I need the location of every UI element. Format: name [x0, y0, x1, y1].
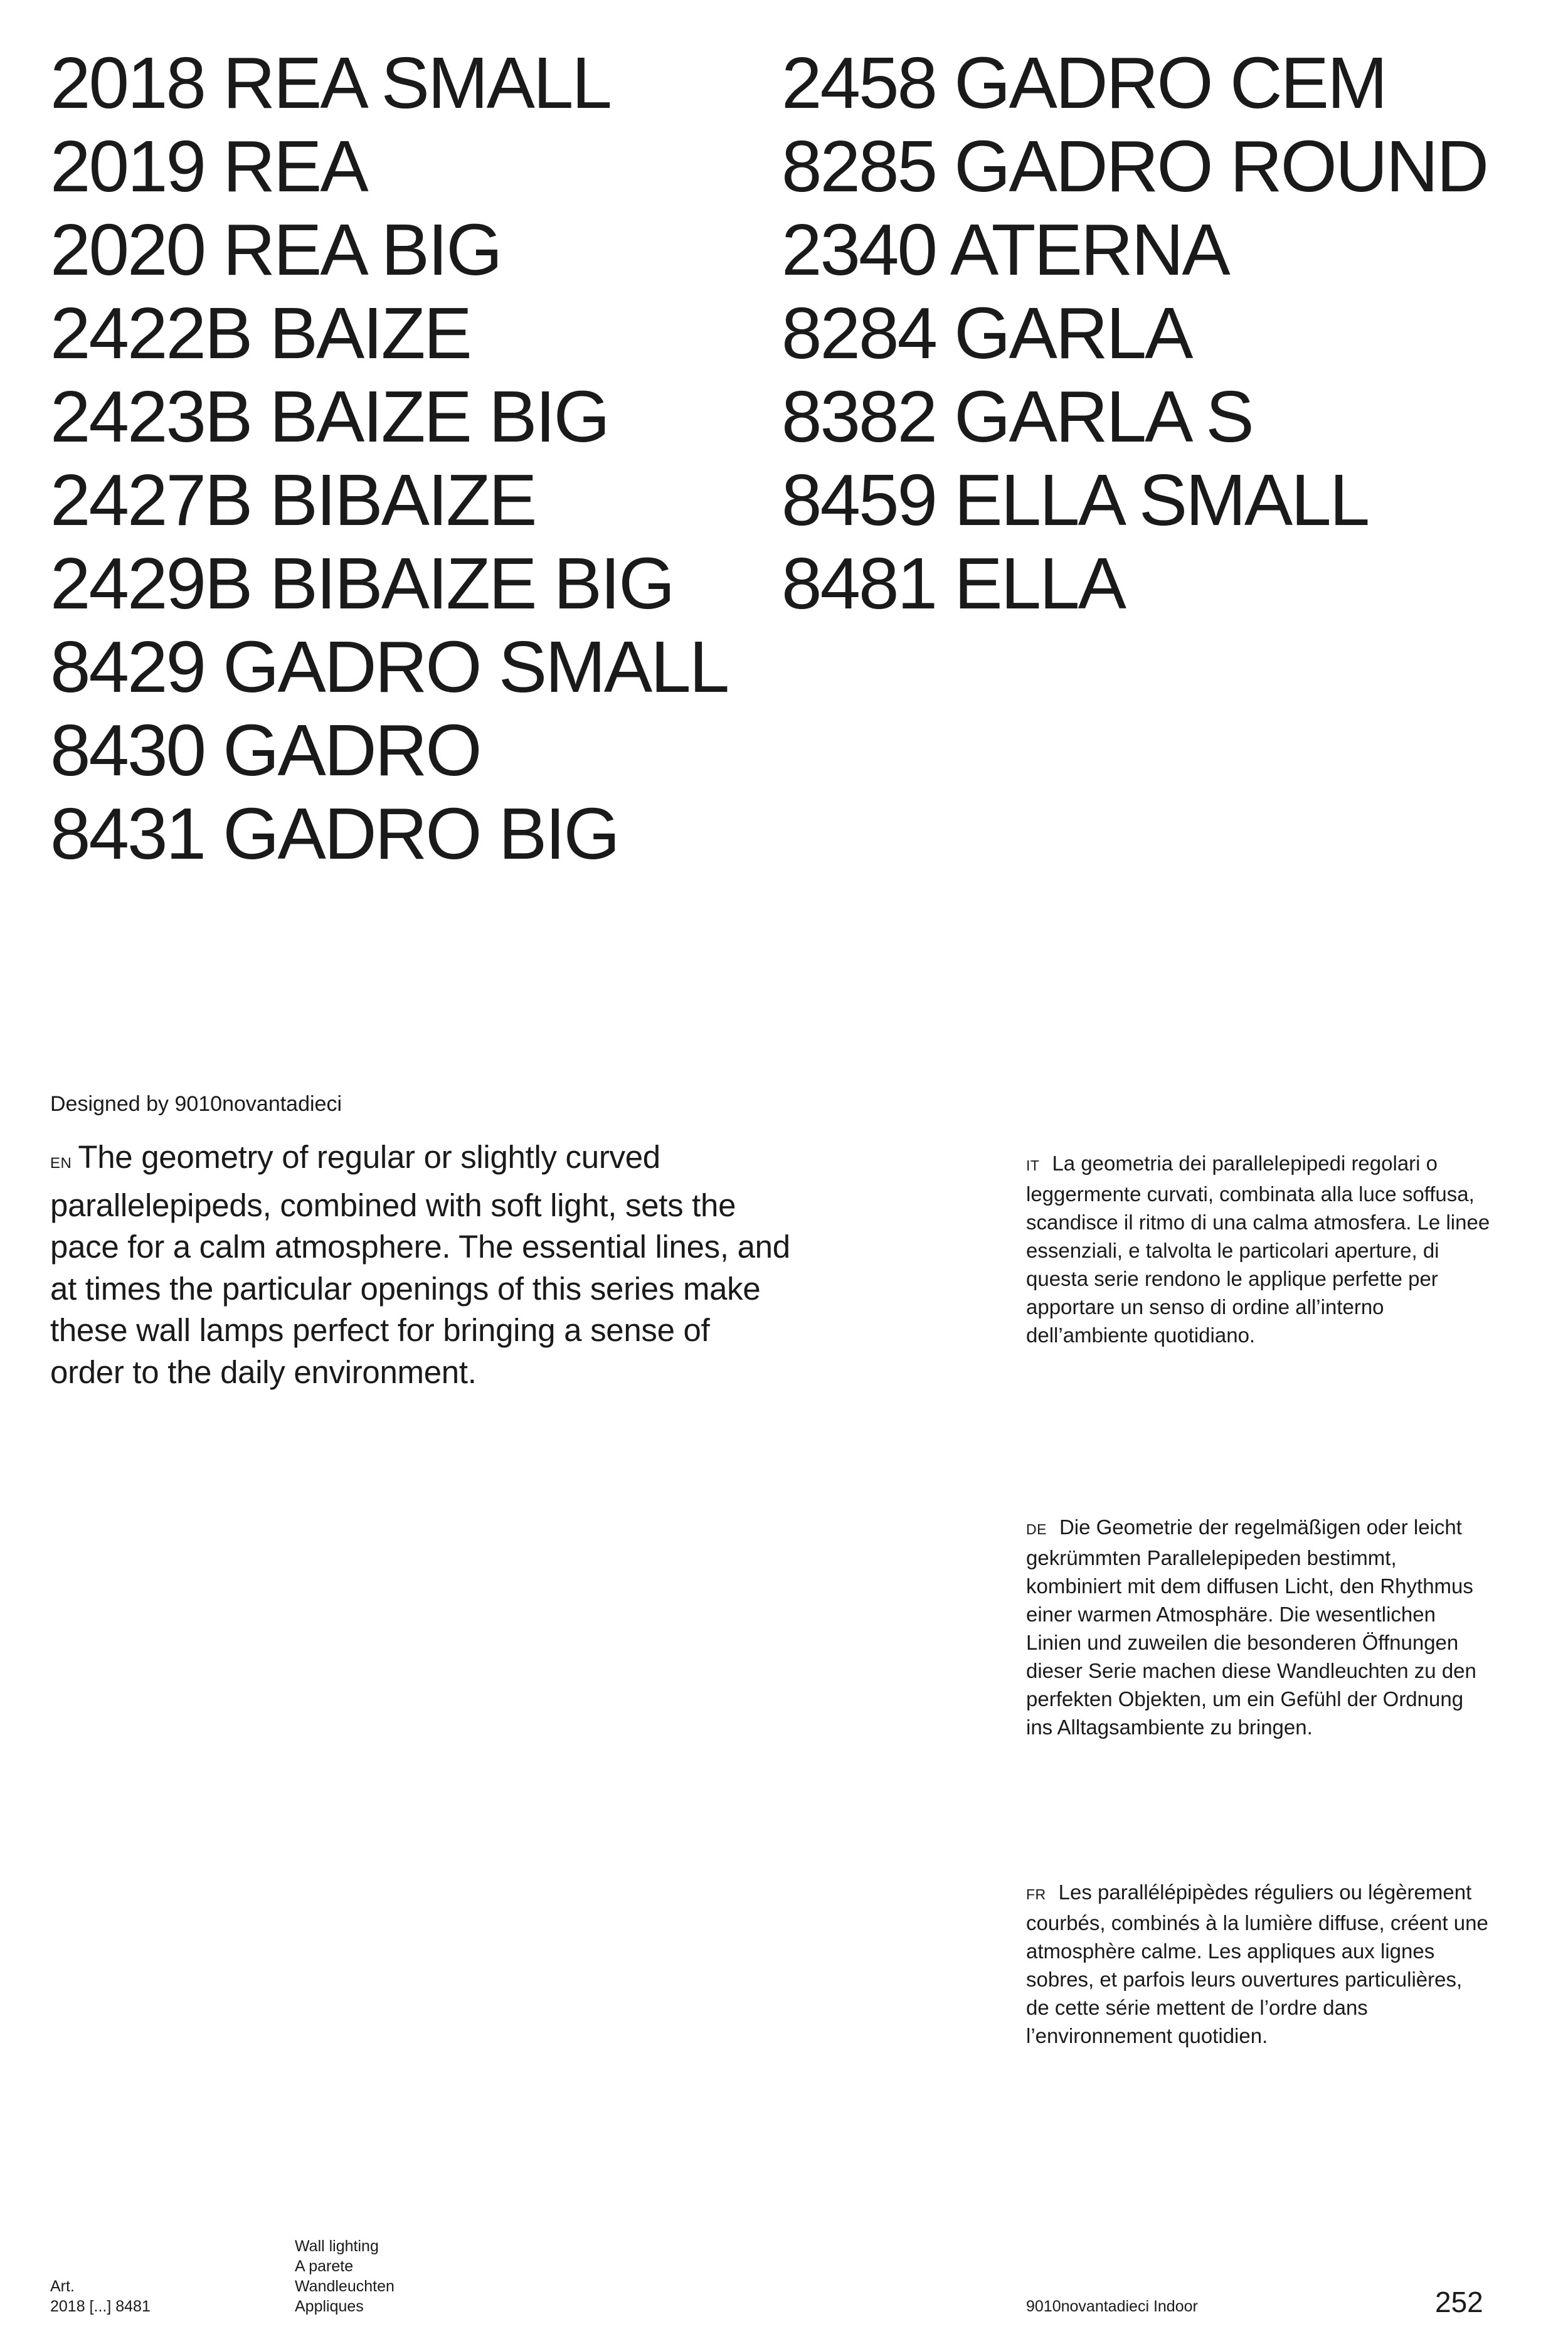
product-title: 2020 REA BIG [50, 209, 501, 290]
description-de-text: Die Geometrie der regelmäßigen oder leicht gekrümmten Parallelepipeden bestimmt, kombiniert mit dem diffusen Licht, den Rhythmus einer warmen Atmosphäre. Die wesentlichen Linien und zuweilen die besonderen Öffnungen dieser Serie machen diese Wandleuchten zu den perfekten Objekten, um ein Gefühl der Ordnung ins Alltagsambiente zu bringen. [1026, 1515, 1476, 1739]
product-title: 2429B BIBAIZE BIG [50, 543, 674, 624]
product-title: 2427B BIBAIZE [50, 459, 536, 541]
product-title: 2423B BAIZE BIG [50, 376, 608, 457]
designer-credit: Designed by 9010novantadieci [50, 1092, 342, 1116]
footer-category [295, 2236, 395, 2316]
product-title: 8431 GADRO BIG [50, 793, 618, 874]
description-it-text: La geometria dei parallelepipedi regolari o leggermente curvati, combinata alla luce soffusa, scandisce il ritmo di una calma atmosfera. Le linee essenziali, e talvolta le particolari aperture, di questa serie rendono le applique perfette per apportare un senso di ordine all’interno dell’ambiente quotidiano. [1026, 1152, 1490, 1347]
product-title: 2340 ATERNA [781, 209, 1229, 290]
footer-art-range: 2018 [...] 8481 [50, 2298, 151, 2315]
description-de [1026, 1513, 1490, 1741]
product-title: 2018 REA SMALL [50, 42, 611, 124]
product-title: 8481 ELLA [781, 543, 1125, 624]
product-title: 8430 GADRO [50, 709, 480, 791]
description-it [1026, 1149, 1490, 1349]
product-title: 8429 GADRO SMALL [50, 626, 728, 708]
footer-category-line: Appliques [295, 2298, 364, 2315]
product-list-right [781, 41, 1534, 625]
language-tag-it: IT [1026, 1157, 1040, 1174]
product-title: 8285 GADRO ROUND [781, 125, 1488, 207]
language-tag-de: DE [1026, 1521, 1047, 1537]
product-title: 8459 ELLA SMALL [781, 459, 1369, 541]
description-fr [1026, 1878, 1490, 2050]
product-title: 2458 GADRO CEM [781, 42, 1386, 124]
product-title: 2019 REA [50, 125, 367, 207]
product-title: 2422B BAIZE [50, 292, 470, 374]
footer-collection: 9010novantadieci Indoor [1026, 2298, 1198, 2315]
language-tag-en: EN [50, 1155, 72, 1172]
footer-category-line: A parete [295, 2257, 354, 2275]
footer-category-line: Wall lighting [295, 2237, 379, 2255]
footer-art-label: Art. [50, 2278, 75, 2295]
language-tag-fr: FR [1026, 1886, 1046, 1902]
product-title: 8284 GARLA [781, 292, 1192, 374]
footer-article-range [50, 2276, 151, 2316]
product-title: 8382 GARLA S [781, 376, 1253, 457]
description-fr-text: Les parallélépipèdes réguliers ou légèrement courbés, combinés à la lumière diffuse, créent une atmosphère calme. Les appliques aux lignes sobres, et parfois leurs ouvertures particulières, de cette série mettent de l’ordre dans l’environnement quotidien. [1026, 1881, 1488, 2047]
page-number: 252 [1435, 2286, 1483, 2318]
footer-category-line: Wandleuchten [295, 2278, 395, 2295]
product-list-left [50, 41, 753, 876]
description-en [50, 1137, 790, 1393]
description-en-text: The geometry of regular or slightly curved parallelepipeds, combined with soft light, sets the pace for a calm atmosphere. The essential lines, and at times the particular openings of this series make these wall lamps perfect for bringing a sense of order to the daily environment. [50, 1139, 790, 1390]
